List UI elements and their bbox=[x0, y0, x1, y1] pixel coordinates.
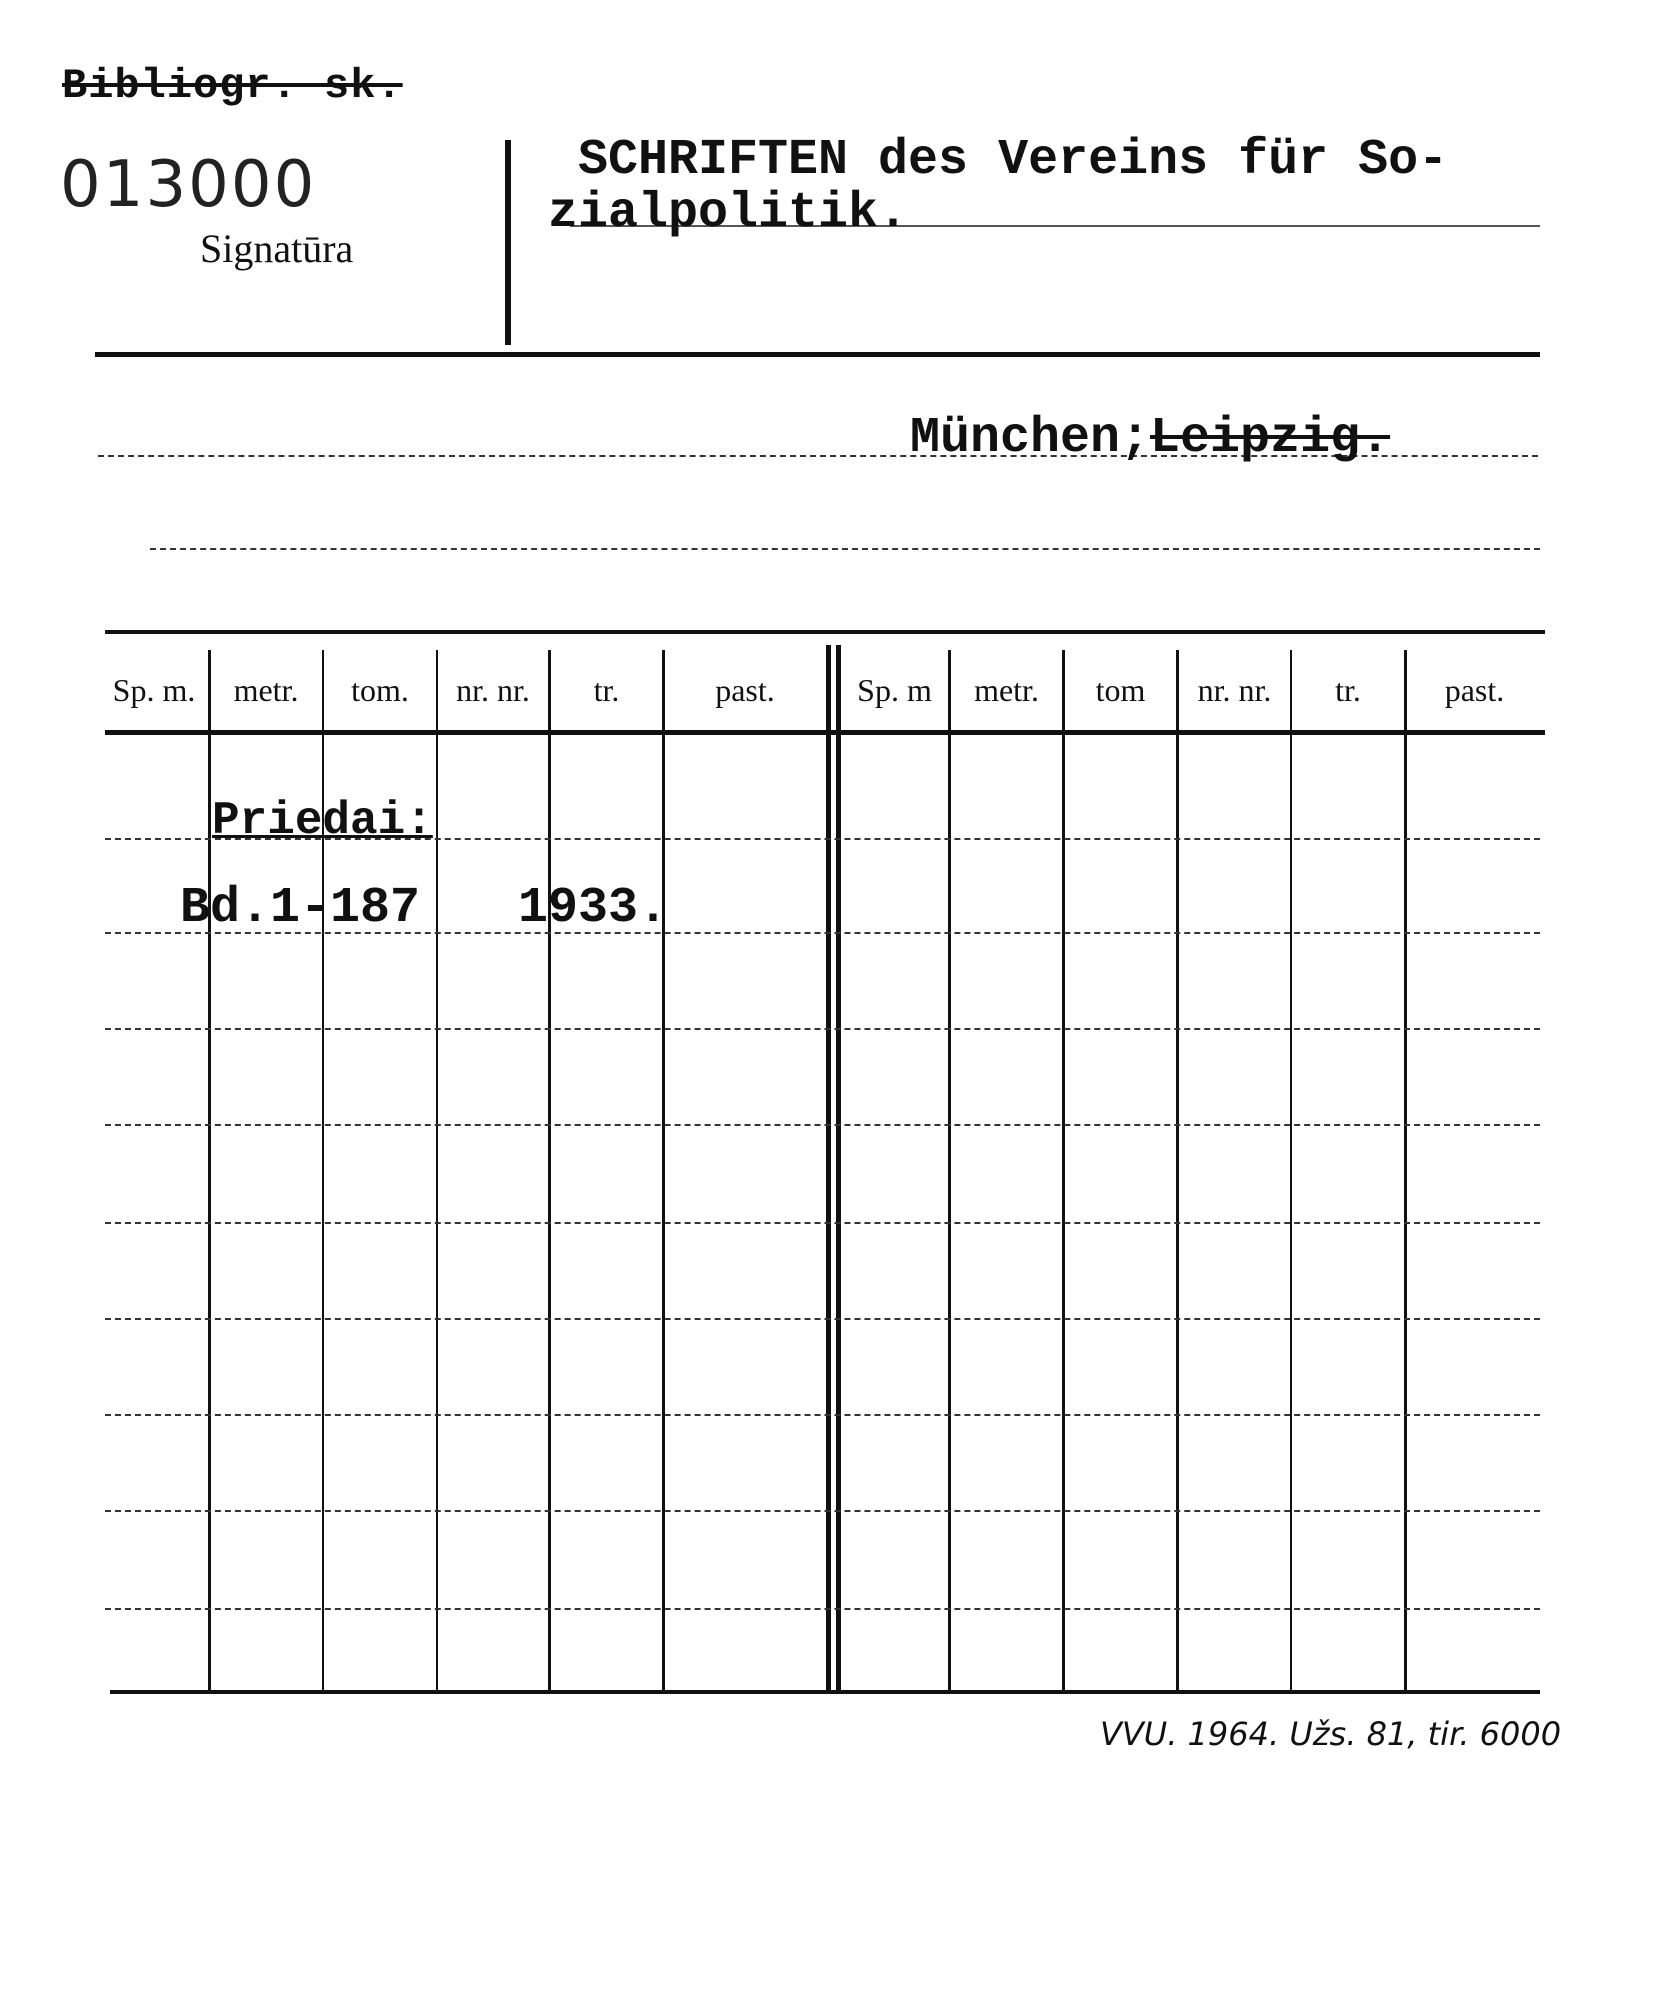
header-metr-left: metr. bbox=[233, 672, 299, 708]
header-nr-right: nr. nr. bbox=[1197, 672, 1272, 708]
col-line bbox=[1062, 650, 1065, 1690]
col-line bbox=[948, 650, 951, 1690]
place-active: München; bbox=[910, 410, 1151, 467]
row-line bbox=[105, 1222, 1540, 1224]
header-tr-left: tr. bbox=[593, 672, 620, 708]
header-metr-right: metr. bbox=[974, 672, 1039, 708]
row-line bbox=[105, 1608, 1540, 1610]
publication-place bbox=[910, 410, 1390, 467]
table-top-rule bbox=[105, 630, 1545, 634]
title-line-1: SCHRIFTEN des Vereins für So- bbox=[578, 132, 1449, 189]
table-header-rule bbox=[105, 730, 1545, 735]
col-line bbox=[1404, 650, 1407, 1690]
printer-imprint: VVU. 1964. Užs. 81, tir. 6000 bbox=[1100, 1715, 1562, 1753]
header-nr-left: nr. nr. bbox=[456, 672, 530, 708]
year-entry: 1933. bbox=[518, 880, 669, 937]
header-tom-left: tom. bbox=[351, 672, 409, 708]
signature-number: 013000 bbox=[60, 148, 317, 222]
col-line bbox=[208, 650, 211, 1690]
title-line-2: zialpolitik. bbox=[548, 185, 909, 242]
col-line bbox=[1290, 650, 1292, 1690]
header-rule bbox=[95, 352, 1540, 357]
table-center-divider bbox=[826, 645, 831, 1690]
blank-line bbox=[150, 548, 1540, 550]
row-line bbox=[105, 1318, 1540, 1320]
col-line bbox=[662, 650, 665, 1690]
table-bottom-rule bbox=[110, 1690, 1540, 1694]
col-line bbox=[436, 650, 438, 1690]
header-sp-m-left: Sp. m. bbox=[112, 672, 196, 708]
row-line bbox=[105, 1510, 1540, 1512]
row-line bbox=[105, 1124, 1540, 1126]
col-line bbox=[1176, 650, 1179, 1690]
bibliography-mark: Bibliogr. sk. bbox=[62, 62, 403, 110]
signature-label: Signatūra bbox=[200, 226, 354, 271]
header-sp-m-right: Sp. m bbox=[857, 672, 932, 708]
header-tr-right: tr. bbox=[1335, 672, 1361, 708]
table-center-divider bbox=[836, 645, 841, 1690]
row-line bbox=[105, 1414, 1540, 1416]
header-tom-right: tom bbox=[1095, 672, 1146, 708]
volumes-entry: Bd.1-187 bbox=[180, 880, 421, 937]
col-line bbox=[548, 650, 551, 1690]
header-past-right: past. bbox=[1444, 672, 1505, 708]
header-past-left: past. bbox=[715, 672, 775, 708]
place-struck: Leipzig. bbox=[1150, 410, 1391, 467]
row-line bbox=[105, 1028, 1540, 1030]
header-divider-vertical bbox=[505, 140, 511, 345]
supplements-label: Priedai: bbox=[212, 795, 433, 847]
